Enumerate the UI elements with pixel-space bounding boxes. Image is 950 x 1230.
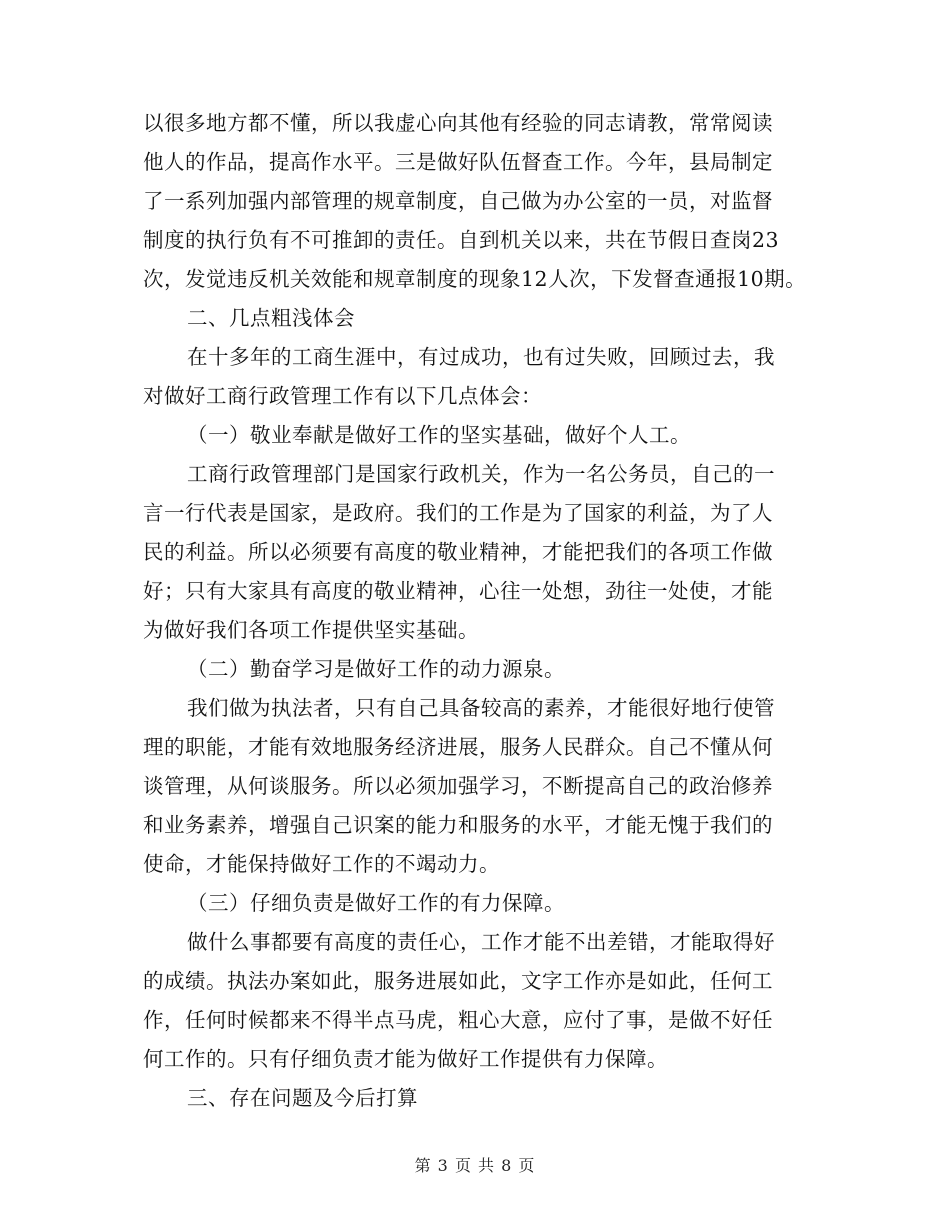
text-line: 对做好工商行政管理工作有以下几点体会： — [143, 384, 542, 408]
text-line: 做什么事都要有高度的责任心，工作才能不出差错，才能取得好 — [187, 930, 775, 954]
text-line: 为做好我们各项工作提供坚实基础。 — [143, 618, 479, 642]
text-line: 的成绩。执法办案如此，服务进展如此，文字工作亦是如此，任何工 — [143, 969, 773, 993]
subsection-heading: （三）仔细负责是做好工作的有力保障。 — [187, 891, 565, 915]
subsection-heading: （一）敬业奉献是做好工作的坚实基础，做好个人工。 — [187, 423, 691, 447]
text-line: 工商行政管理部门是国家行政机关，作为一名公务员，自己的一 — [187, 462, 775, 486]
section-heading: 三、存在问题及今后打算 — [187, 1086, 418, 1110]
section-heading: 二、几点粗浅体会 — [187, 306, 355, 330]
page-number-footer: 第 3 页 共 8 页 — [414, 1156, 536, 1175]
text-line: 使命，才能保持做好工作的不竭动力。 — [143, 852, 500, 876]
text-line: 作，任何时候都来不得半点马虎，粗心大意，应付了事，是做不好任 — [143, 1008, 773, 1032]
text-line: 在十多年的工商生涯中，有过成功，也有过失败，回顾过去，我 — [187, 345, 775, 369]
subsection-heading: （二）勤奋学习是做好工作的动力源泉。 — [187, 657, 565, 681]
text-line: 次，发觉违反机关效能和规章制度的现象12人次，下发督查通报10期。 — [143, 267, 807, 291]
text-line: 何工作的。只有仔细负责才能为做好工作提供有力保障。 — [143, 1047, 668, 1071]
text-line: 我们做为执法者，只有自己具备较高的素养，才能很好地行使管 — [187, 696, 775, 720]
text-line: 好；只有大家具有高度的敬业精神，心往一处想，劲往一处使，才能 — [143, 579, 773, 603]
document-body — [143, 104, 823, 1118]
text-line: 理的职能，才能有效地服务经济进展，服务人民群众。自己不懂从何 — [143, 735, 773, 759]
text-line: 和业务素养，增强自己识案的能力和服务的水平，才能无愧于我们的 — [143, 813, 773, 837]
text-line: 以很多地方都不懂，所以我虚心向其他有经验的同志请教，常常阅读 — [143, 111, 773, 135]
text-line: 制度的执行负有不可推卸的责任。自到机关以来，共在节假日查岗23 — [143, 228, 780, 252]
text-line: 了一系列加强内部管理的规章制度，自己做为办公室的一员，对监督 — [143, 189, 773, 213]
text-line: 他人的作品，提高作水平。三是做好队伍督查工作。今年，县局制定 — [143, 150, 773, 174]
text-line: 言一行代表是国家，是政府。我们的工作是为了国家的利益，为了人 — [143, 501, 773, 525]
text-line: 民的利益。所以必须要有高度的敬业精神，才能把我们的各项工作做 — [143, 540, 773, 564]
text-line: 谈管理，从何谈服务。所以必须加强学习，不断提高自己的政治修养 — [143, 774, 773, 798]
